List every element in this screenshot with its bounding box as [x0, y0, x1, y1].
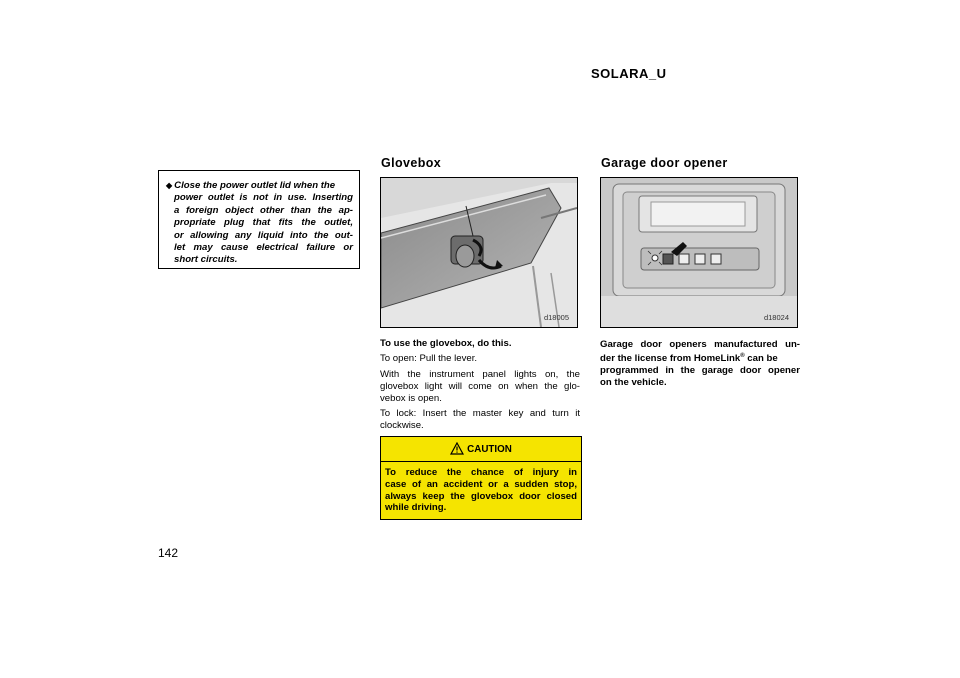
registered-mark: ® — [740, 352, 745, 359]
notice-text — [166, 180, 353, 267]
glovebox-intro: To use the glovebox, do this. — [380, 338, 512, 349]
notice-line: power outlet is not in use. Inserting — [174, 192, 353, 204]
glovebox-illustration — [381, 178, 577, 327]
garage-figure — [600, 177, 798, 328]
notice-line: or allowing any liquid into the out- — [174, 229, 353, 241]
warning-triangle-icon — [450, 442, 464, 455]
page-number: 142 — [158, 546, 179, 560]
notice-line: short circuits. — [174, 254, 238, 266]
figure-code: d18005 — [543, 313, 569, 322]
header-title: SOLARA_U — [591, 66, 667, 81]
glovebox-lock-text: To lock: Insert the master key and turn it clockwise. — [380, 408, 580, 431]
notice-line: a foreign object other than the ap- — [174, 204, 353, 216]
garage-opener-illustration — [601, 178, 797, 327]
figure-code: d18024 — [763, 313, 789, 322]
glovebox-figure — [380, 177, 578, 328]
caution-text: To reduce the chance of injury in case of an accident or a sudden stop, always keep the glovebox door closed while driving. — [385, 467, 577, 514]
glovebox-open-text: To open: Pull the lever. — [380, 353, 478, 364]
diamond-bullet-icon: ◆ — [166, 181, 173, 190]
notice-line: ◆ Close the power outlet lid when the — [166, 180, 336, 191]
caution-title: CAUTION — [467, 444, 512, 455]
notice-line: let may cause electrical failure or — [174, 242, 353, 254]
garage-text: Garage door openers manufactured un- der the license from HomeLink® can be programmed in the garage door opener on the vehicle. — [600, 339, 800, 388]
caution-header — [381, 437, 581, 462]
glovebox-heading: Glovebox — [381, 156, 442, 170]
notice-line: propriate plug that fits the outlet, — [174, 217, 353, 229]
glovebox-light-text: With the instrument panel lights on, the glovebox light will come on when the glo- vebox is open. — [380, 369, 580, 404]
notice-box — [158, 170, 360, 269]
garage-heading: Garage door opener — [601, 156, 728, 170]
caution-box — [380, 436, 582, 520]
